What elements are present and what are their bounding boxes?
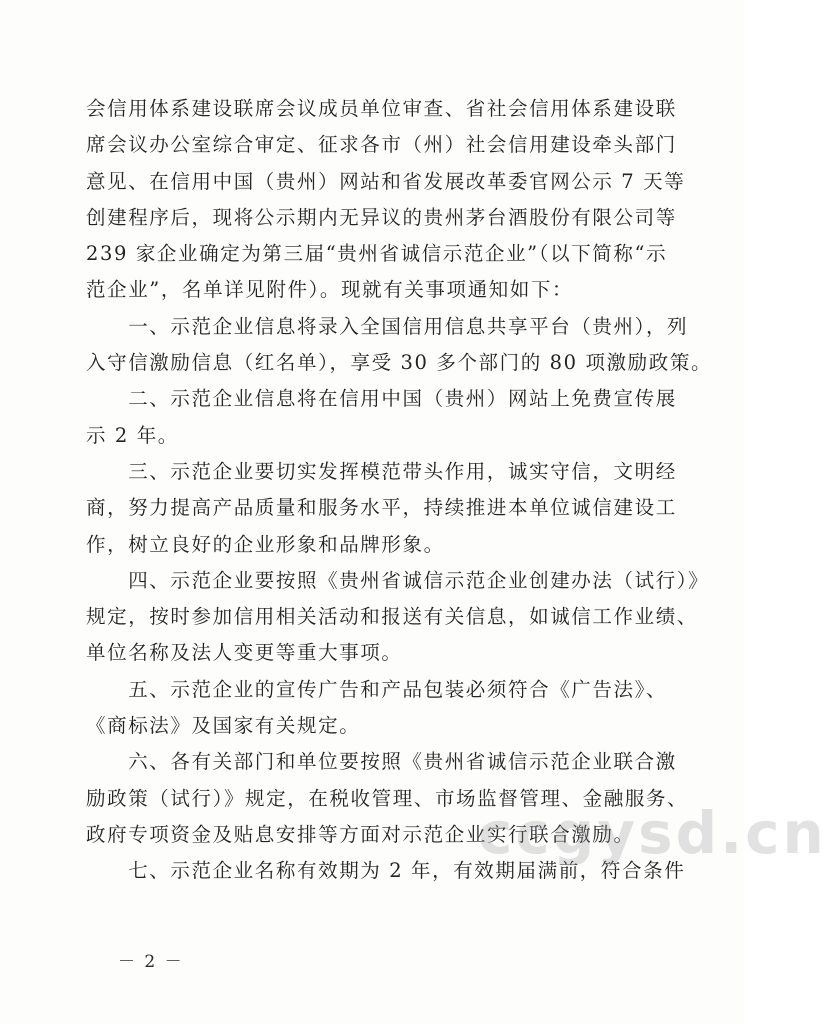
text-line: 四、示范企业要按照《贵州省诚信示范企业创建办法（试行）》	[86, 568, 710, 592]
text-line: 规定，按时参加信用相关活动和报送有关信息，如诚信工作业绩、	[86, 605, 698, 629]
text-line: 五、示范企业的宣传广告和产品包装必须符合《广告法》、	[86, 677, 668, 701]
text-line: 一、示范企业信息将录入全国信用信息共享平台（贵州），列	[86, 314, 689, 338]
text-line: 入守信激励信息（红名单），享受 30 多个部门的 80 项激励政策。	[86, 351, 713, 375]
text-line: 政府专项资金及贴息安排等方面对示范企业实行联合激励。	[86, 822, 635, 846]
body-text	[86, 91, 713, 890]
text-line: 席会议办公室综合审定、征求各市（州）社会信用建设牵头部门	[86, 133, 677, 157]
text-line: 创建程序后，现将公示期内无异议的贵州茅台酒股份有限公司等	[86, 205, 677, 229]
text-line: 《商标法》及国家有关规定。	[86, 714, 361, 738]
text-line: 意见、在信用中国（贵州）网站和省发展改革委官网公示 7 天等	[86, 169, 686, 193]
page-number: － 2 －	[118, 952, 184, 972]
text-line: 六、各有关部门和单位要按照《贵州省诚信示范企业联合激	[86, 750, 677, 774]
text-line: 范企业”，名单详见附件）。现就有关事项通知如下：	[86, 278, 574, 302]
text-line: 三、示范企业要切实发挥模范带头作用，诚实守信，文明经	[86, 459, 677, 483]
text-line: 七、示范企业名称有效期为 2 年，有效期届满前，符合条件	[86, 859, 686, 883]
text-line: 作，树立良好的企业形象和品牌形象。	[86, 532, 445, 556]
text-line: 会信用体系建设联席会议成员单位审查、省社会信用体系建设联	[86, 97, 677, 120]
watermark: ccgysd.cn	[478, 799, 827, 867]
text-line: 单位名称及法人变更等重大事项。	[86, 641, 403, 665]
text-line: 商，努力提高产品质量和服务水平，持续推进本单位诚信建设工	[86, 496, 677, 520]
text-line: 励政策（试行）》规定，在税收管理、市场监督管理、金融服务、	[86, 786, 689, 810]
text-line: 二、示范企业信息将在信用中国（贵州）网站上免费宣传展	[86, 387, 677, 411]
text-line: 示 2 年。	[86, 423, 179, 447]
text-line: 239 家企业确定为第三届“贵州省诚信示范企业”（以下简称“示	[86, 242, 668, 266]
